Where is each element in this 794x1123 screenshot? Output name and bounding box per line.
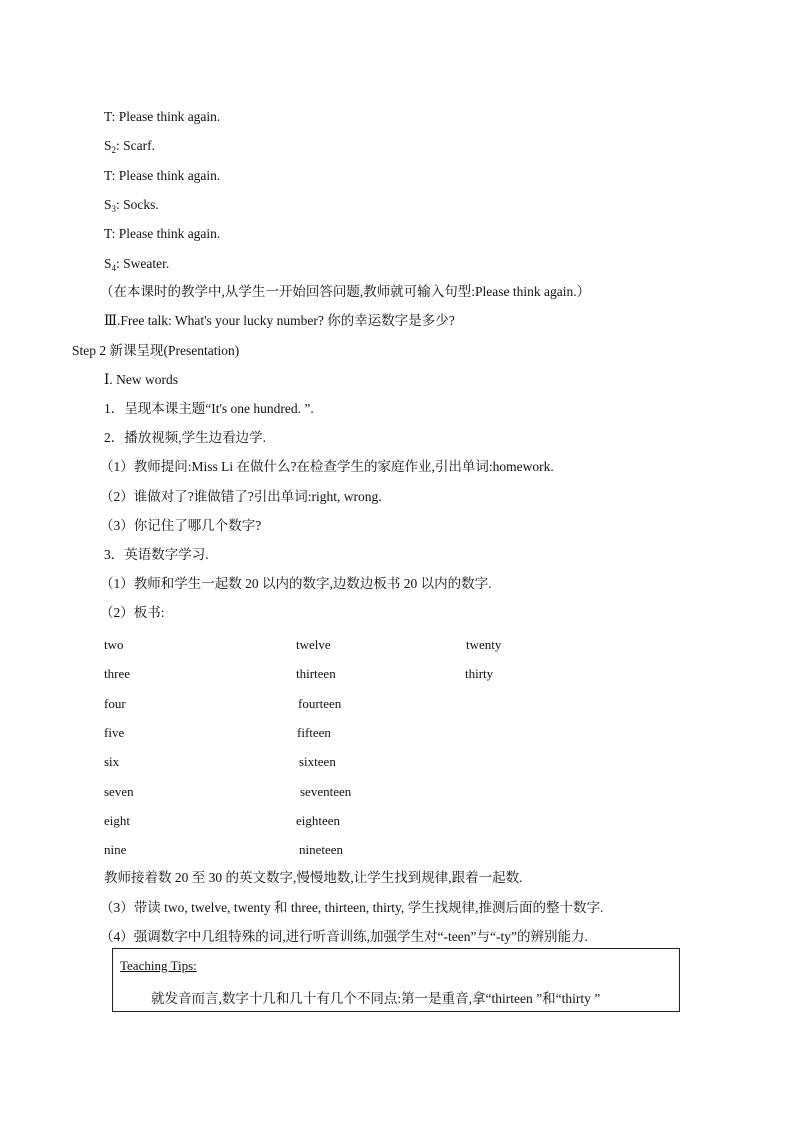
board-word: eighteen bbox=[296, 813, 341, 828]
teaching-note: （在本课时的教学中,从学生一开始回答问题,教师就可输入句型:Please think again.） bbox=[100, 284, 591, 299]
board-word: fourteen bbox=[298, 696, 342, 711]
tips-title: Teaching Tips: bbox=[120, 958, 197, 973]
sub-item: （3）带读 two, twelve, twenty 和 three, thirteen, thirty, 学生找规律,推测后面的整十数字. bbox=[100, 900, 604, 915]
speaker: T bbox=[104, 109, 112, 124]
step-heading: Step 2 新课呈现(Presentation) bbox=[72, 343, 240, 358]
board-word: thirty bbox=[465, 666, 494, 681]
paragraph: 教师接着数 20 至 30 的英文数字,慢慢地数,让学生找到规律,跟着一起数. bbox=[104, 870, 523, 885]
board-word: six bbox=[104, 754, 120, 769]
dialogue-text: : Scarf. bbox=[116, 138, 155, 153]
list-item: 3．英语数字学习. bbox=[104, 547, 209, 562]
dialogue-line bbox=[104, 136, 155, 156]
board-word: two bbox=[104, 637, 124, 652]
dialogue-text: : Socks. bbox=[116, 197, 159, 212]
speaker-number: 4 bbox=[111, 263, 117, 273]
list-item: 2．播放视频,学生边看边学. bbox=[104, 430, 266, 445]
speaker: S bbox=[104, 138, 112, 153]
dialogue-line bbox=[104, 195, 159, 215]
speaker: S bbox=[104, 197, 112, 212]
dialogue-line bbox=[104, 107, 220, 127]
list-item: 1．呈现本课主题“It's one hundred. ”. bbox=[104, 401, 314, 416]
tips-body: 就发音而言,数字十几和几十有几个不同点:第一是重音,拿“thirteen ”和“thirty ” bbox=[151, 991, 601, 1006]
board-word: twelve bbox=[296, 637, 331, 652]
board-word: sixteen bbox=[299, 754, 336, 769]
dialogue-line bbox=[104, 254, 169, 274]
sub-item: （3）你记住了哪几个数字? bbox=[100, 518, 262, 533]
board-word: fifteen bbox=[297, 725, 331, 740]
board-word: twenty bbox=[466, 637, 502, 652]
speaker: T bbox=[104, 168, 112, 183]
dialogue-text: : Please think again. bbox=[111, 109, 221, 124]
sub-item: （2）谁做对了?谁做错了?引出单词:right, wrong. bbox=[100, 489, 382, 504]
board-word: three bbox=[104, 666, 130, 681]
speaker-number: 2 bbox=[111, 145, 117, 155]
board-word: thirteen bbox=[296, 666, 336, 681]
board-word: seven bbox=[104, 784, 134, 799]
sub-item: （1）教师和学生一起数 20 以内的数字,边数边板书 20 以内的数字. bbox=[100, 576, 492, 591]
board-word: nineteen bbox=[299, 842, 344, 857]
sub-item: （4）强调数字中几组特殊的词,进行听音训练,加强学生对“-teen”与“-ty”的辨别能力. bbox=[100, 929, 588, 944]
section-heading: Ⅰ. New words bbox=[104, 372, 178, 387]
speaker: T bbox=[104, 226, 112, 241]
sub-item: （2）板书: bbox=[100, 605, 165, 620]
free-talk: Ⅲ.Free talk: What's your lucky number? 你的幸运数字是多少? bbox=[104, 313, 455, 328]
dialogue-text: : Please think again. bbox=[111, 168, 221, 183]
speaker-number: 3 bbox=[111, 204, 117, 214]
dialogue-text: : Please think again. bbox=[111, 226, 221, 241]
board-word: eight bbox=[104, 813, 130, 828]
board-word: four bbox=[104, 696, 126, 711]
teaching-tips-box bbox=[112, 948, 680, 1012]
dialogue-line bbox=[104, 224, 220, 244]
board-word: five bbox=[104, 725, 125, 740]
dialogue-text: : Sweater. bbox=[116, 256, 170, 271]
sub-item: （1）教师提问:Miss Li 在做什么?在检查学生的家庭作业,引出单词:homework. bbox=[100, 459, 554, 474]
speaker: S bbox=[104, 256, 112, 271]
board-word: seventeen bbox=[300, 784, 352, 799]
board-word: nine bbox=[104, 842, 127, 857]
dialogue-line bbox=[104, 166, 220, 186]
